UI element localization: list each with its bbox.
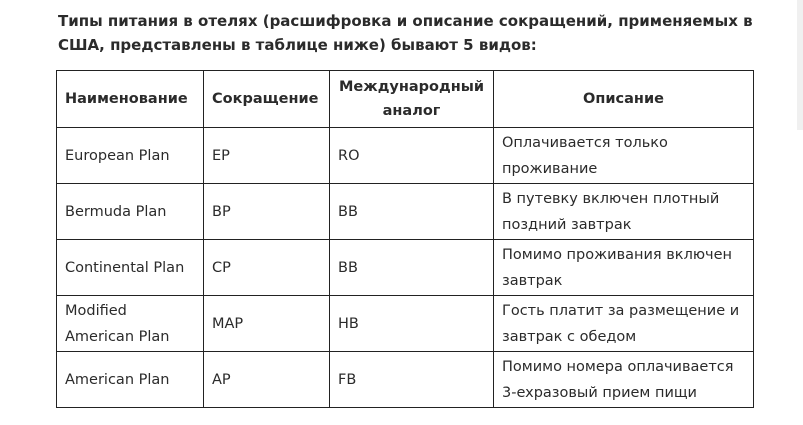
cell-international-analog: RO bbox=[330, 128, 494, 184]
cell-name: Bermuda Plan bbox=[57, 184, 204, 240]
intro-heading: Типы питания в отелях (расшифровка и описание сокращений, применяемых в США, представлены в таблице ниже) бывают 5 видов: bbox=[58, 12, 753, 54]
cell-international-analog: FB bbox=[330, 352, 494, 408]
table-row bbox=[57, 128, 754, 184]
header-description: Описание bbox=[494, 71, 754, 128]
cell-name: American Plan bbox=[57, 352, 204, 408]
cell-description: Помимо проживания включен завтрак bbox=[494, 240, 754, 296]
cell-description: Помимо номера оплачивается 3-exразовый прием пищи bbox=[494, 352, 754, 408]
cell-international-analog: BB bbox=[330, 240, 494, 296]
cell-abbreviation: MAP bbox=[204, 296, 330, 352]
cell-name: European Plan bbox=[57, 128, 204, 184]
header-name: Наименование bbox=[57, 71, 204, 128]
cell-name: Modified American Plan bbox=[57, 296, 204, 352]
cell-abbreviation: EP bbox=[204, 128, 330, 184]
cell-abbreviation: AP bbox=[204, 352, 330, 408]
cell-name: Continental Plan bbox=[57, 240, 204, 296]
header-international-analog: Международный аналог bbox=[330, 71, 494, 128]
cell-international-analog: HB bbox=[330, 296, 494, 352]
meal-plans-table bbox=[56, 70, 754, 408]
table-row bbox=[57, 296, 754, 352]
cell-international-analog: BB bbox=[330, 184, 494, 240]
table-header-row bbox=[57, 71, 754, 128]
scrollbar-edge[interactable] bbox=[797, 0, 803, 130]
cell-abbreviation: CP bbox=[204, 240, 330, 296]
cell-description: Гость платит за размещение и завтрак с обедом bbox=[494, 296, 754, 352]
table-row bbox=[57, 240, 754, 296]
cell-abbreviation: BP bbox=[204, 184, 330, 240]
table-row bbox=[57, 352, 754, 408]
header-abbreviation: Сокращение bbox=[204, 71, 330, 128]
cell-description: Оплачивается только проживание bbox=[494, 128, 754, 184]
cell-description: В путевку включен плотный поздний завтрак bbox=[494, 184, 754, 240]
table-row bbox=[57, 184, 754, 240]
